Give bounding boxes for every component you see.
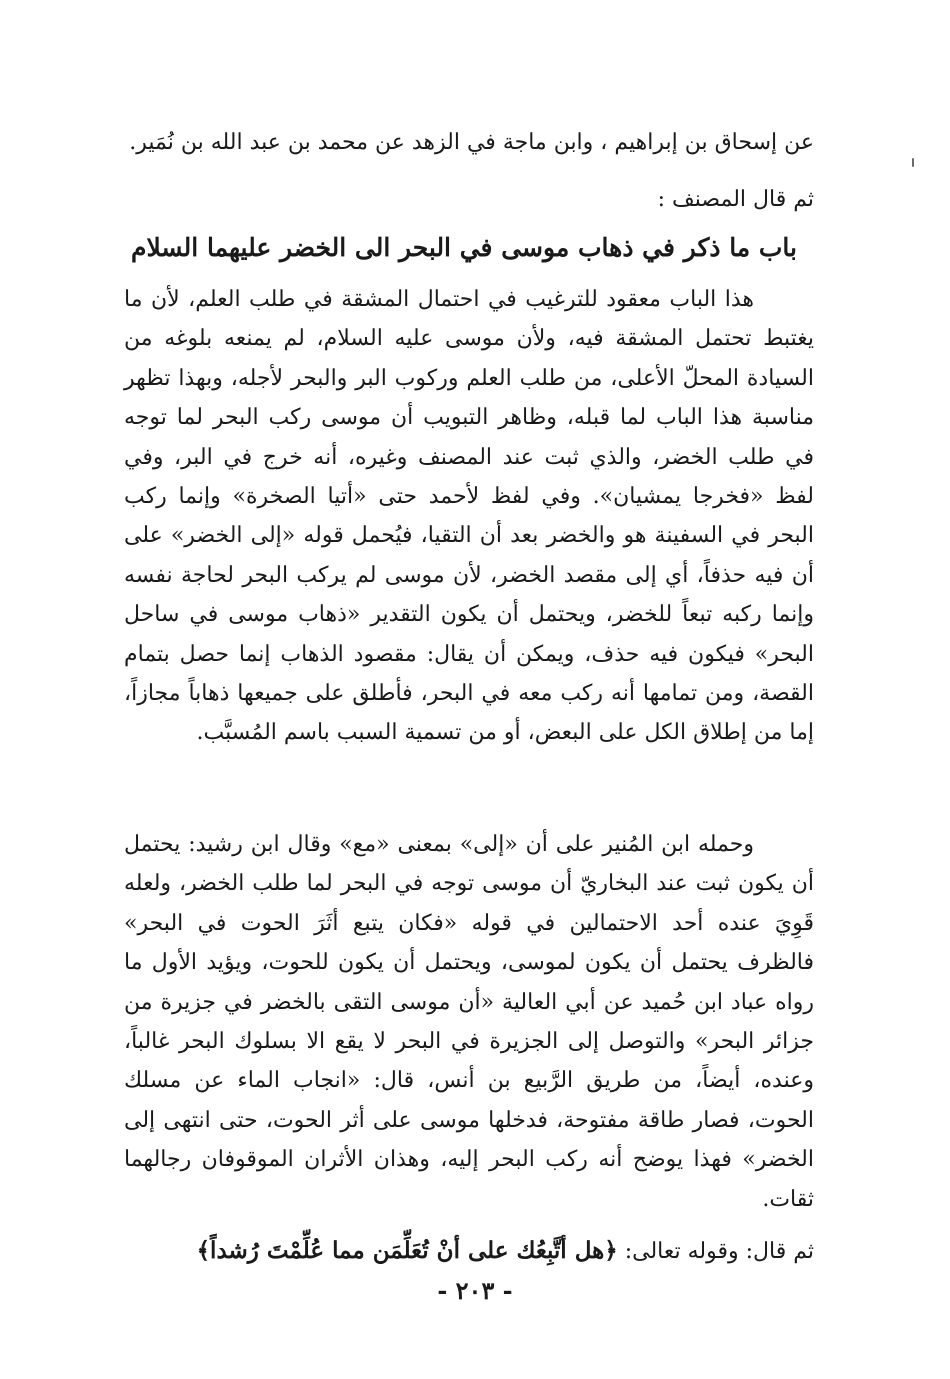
closing-line bbox=[124, 1234, 814, 1269]
margin-mark bbox=[912, 158, 914, 167]
paragraph-2: وحمله ابن المُنير على أن «إلى» بمعنى «مع» وقال ابن رشيد: يحتمل أن يكون ثبت عند البخاريّ أن موسى توجه في البحر لما طلب الخضر، ولعله قَوِيَ عنده أحد الاحتمالين في قوله «فكان يتبع أثَرَ الحوت في البحر» فالظرف يحتمل أن يكون لموسى، ويحتمل أن يكون للحوت، ويؤيد الأول ما رواه عباد ابن حُميد عن أبي العالية «أن موسى التقى بالخضر في جزيرة من جزائر البحر» والتوصل إلى الجزيرة في البحر لا يقع الا بسلوك البحر غالباً، وعنده، أيضاً، من طريق الرَّبيع بن أنس، قال: «انجاب الماء عن مسلك الحوت، فصار طاقة مفتوحة، فدخلها موسى على أثر الحوت، حتى انتهى إلى الخضر» فهذا يوضح أنه ركب البحر إليه، وهذان الأثران الموقوفان رجالهما ثقات. bbox=[124, 832, 814, 1212]
closing-prefix: ثم قال: وقوله تعالى: bbox=[624, 1239, 814, 1264]
chapter-heading: باب ما ذكر في ذهاب موسى في البحر الى الخضر عليهما السلام bbox=[130, 233, 798, 262]
author-line: ثم قال المصنف : bbox=[657, 187, 814, 212]
paragraph-1: هذا الباب معقود للترغيب في احتمال المشقة في طلب العلم، لأن ما يغتبط تحتمل المشقة فيه، ولأن موسى عليه السلام، لم يمنعه بلوغه من السيادة المحلّ الأعلى، من طلب العلم وركوب البر والبحر لأجله، وبهذا تظهر مناسبة هذا الباب لما قبله، وظاهر التبويب أن موسى ركب البحر لما توجه في طلب الخضر، والذي ثبت عند المصنف وغيره، أنه خرج في البر، وفي لفظ «فخرجا يمشيان». وفي لفظ لأحمد حتى «أتيا الصخرة» وإنما ركب البحر في السفينة هو والخضر بعد أن التقيا، فيُحمل قوله «إلى الخضر» على أن فيه حذفاً، أي إلى مقصد الخضر، لأن موسى لم يركب البحر لحاجة نفسه وإنما ركبه تبعاً للخضر، ويحتمل أن يكون التقدير «ذهاب موسى في ساحل البحر» فيكون فيه حذف، ويمكن أن يقال: مقصود الذهاب إنما حصل بتمام القصة، ومن تمامها أنه ركب معه في البحر، فأطلق على جميعها ذهاباً مجازاً، إما من إطلاق الكل على البعض، أو من تسمية السبب باسم المُسبَّب. bbox=[124, 287, 815, 746]
quran-verse: ﴿هل أتَّبِعُك على أنْ تُعَلِّمَن مما عُلِّمْتَ رُشداً﴾ bbox=[196, 1237, 618, 1264]
page-number: - ٢٠٣ - bbox=[437, 1276, 513, 1305]
intro-line: عن إسحاق بن إبراهيم ، وابن ماجة في الزهد عن محمد بن عبد الله بن نُمَير. bbox=[129, 130, 814, 155]
